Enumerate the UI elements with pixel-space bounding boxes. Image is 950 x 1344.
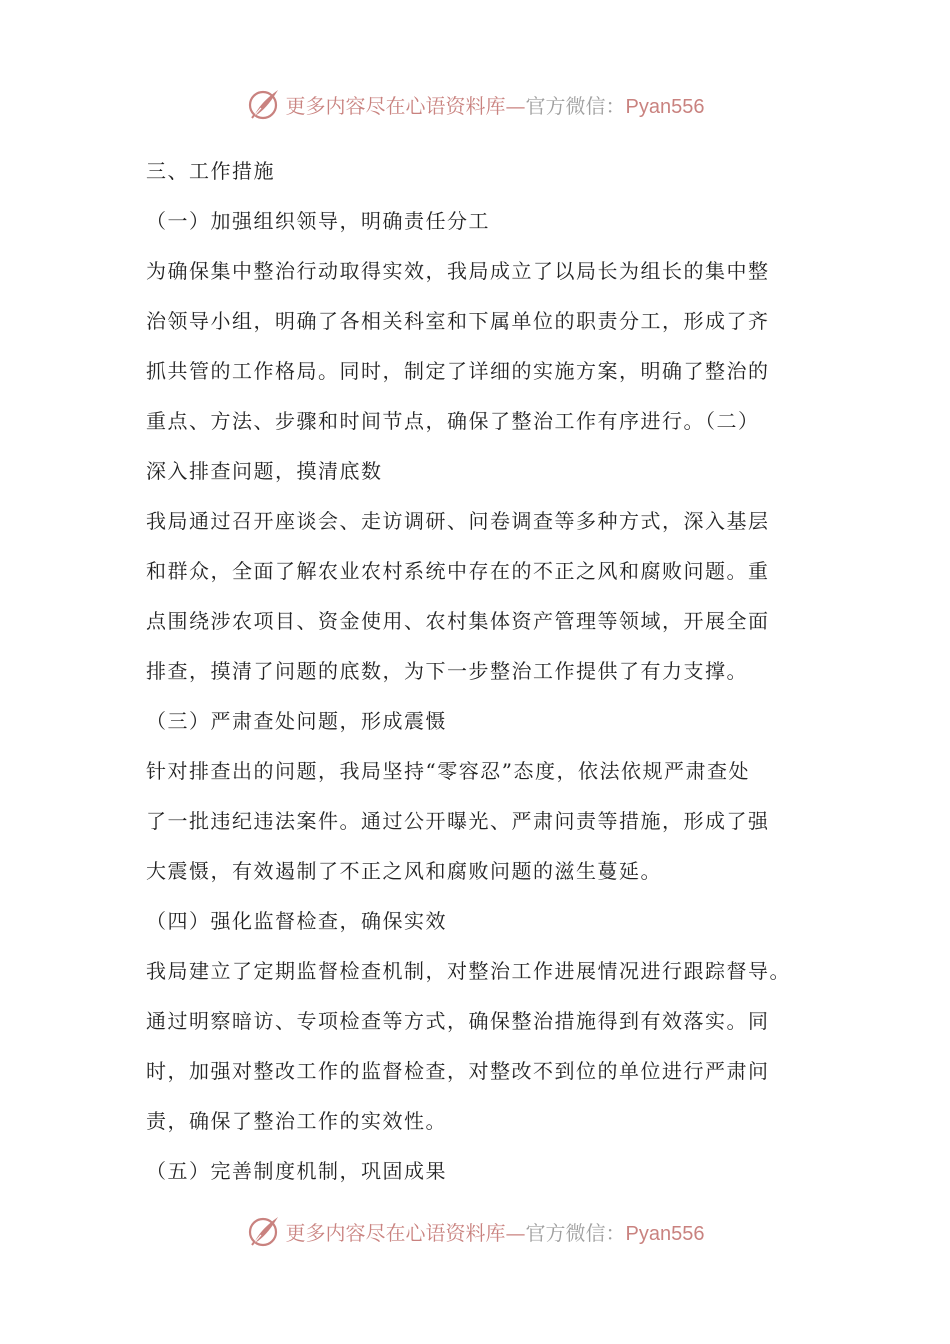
banner-title: 更多内容尽在心语资料库 xyxy=(285,93,506,118)
paragraph-line: 了一批违纪违法案件。通过公开曝光、严肃问责等措施，形成了强 xyxy=(146,809,770,833)
paragraph-line: 重点、方法、步骤和时间节点，确保了整治工作有序进行。（二） xyxy=(146,409,760,433)
subheading-5: （五）完善制度机制，巩固成果 xyxy=(146,1159,447,1183)
paragraph-line: 针对排查出的问题，我局坚持“零容忍”态度，依法依规严肃查处 xyxy=(146,759,750,783)
paragraph-line: 大震慑，有效遏制了不正之风和腐败问题的滋生蔓延。 xyxy=(146,859,662,883)
paragraph-line: 为确保集中整治行动取得实效，我局成立了以局长为组长的集中整 xyxy=(146,259,770,283)
subheading-3: （三）严肃查处问题，形成震慑 xyxy=(146,709,447,733)
paragraph-line: 我局建立了定期监督检查机制，对整治工作进展情况进行跟踪督导。 xyxy=(146,959,791,983)
banner-title: 更多内容尽在心语资料库 xyxy=(285,1220,506,1245)
subheading-4: （四）强化监督检查，确保实效 xyxy=(146,909,447,933)
paragraph-line: 点围绕涉农项目、资金使用、农村集体资产管理等领域，开展全面 xyxy=(146,609,770,633)
paragraph-line: 抓共管的工作格局。同时，制定了详细的实施方案，明确了整治的 xyxy=(146,359,770,383)
paragraph-line: 治领导小组，明确了各相关科室和下属单位的职责分工，形成了齐 xyxy=(146,309,770,333)
banner-wechat-id: Pyan556 xyxy=(625,95,705,118)
paragraph-line: 我局通过召开座谈会、走访调研、问卷调查等多种方式，深入基层 xyxy=(146,509,770,533)
paragraph-line: 时，加强对整改工作的监督检查，对整改不到位的单位进行严肃问 xyxy=(146,1059,770,1083)
header-banner xyxy=(0,82,950,126)
banner-wechat-id: Pyan556 xyxy=(625,1222,705,1245)
banner-wechat-label: 官方微信： xyxy=(525,1220,626,1245)
subheading-1: （一）加强组织领导，明确责任分工 xyxy=(146,209,490,233)
subheading-2: 深入排查问题，摸清底数 xyxy=(146,459,383,483)
paragraph-line: 和群众，全面了解农业农村系统中存在的不正之风和腐败问题。重 xyxy=(146,559,770,583)
footer-banner xyxy=(0,1209,950,1253)
quill-pen-logo-icon xyxy=(246,1213,282,1249)
banner-text xyxy=(286,1217,705,1246)
paragraph-line: 通过明察暗访、专项检查等方式，确保整治措施得到有效落实。同 xyxy=(146,1009,770,1033)
section-heading: 三、工作措施 xyxy=(146,159,275,183)
banner-dash: — xyxy=(505,93,526,118)
document-body xyxy=(146,146,816,1196)
quill-pen-logo-icon xyxy=(246,86,282,122)
paragraph-line: 排查，摸清了问题的底数，为下一步整治工作提供了有力支撑。 xyxy=(146,659,748,683)
banner-wechat-label: 官方微信： xyxy=(525,93,626,118)
paragraph-line: 责，确保了整治工作的实效性。 xyxy=(146,1109,447,1133)
banner-text xyxy=(286,90,705,119)
banner-dash: — xyxy=(505,1220,526,1245)
